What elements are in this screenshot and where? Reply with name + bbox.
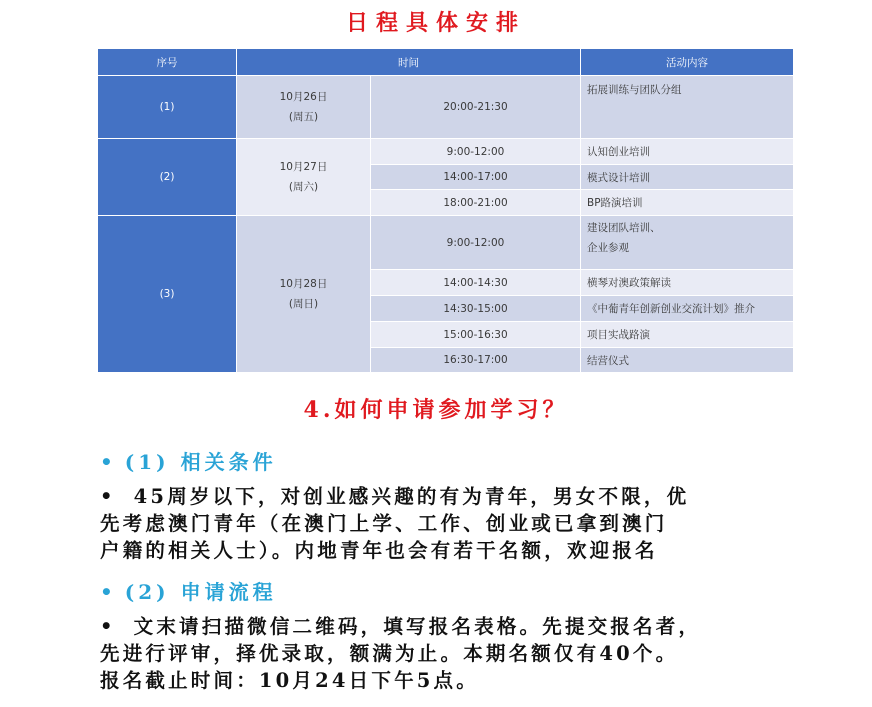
schedule-table: [97, 48, 794, 373]
activity-line: 建设团队培训、: [587, 222, 661, 234]
process-heading-text: (2) 申请流程: [124, 580, 277, 604]
seq-cell: (3): [98, 216, 237, 373]
header-seq: 序号: [98, 49, 237, 76]
header-activity: 活动内容: [581, 49, 794, 76]
time-cell: 9:00-12:00: [371, 216, 581, 270]
time-cell: 15:00-16:30: [371, 322, 581, 348]
time-cell: 9:00-12:00: [371, 139, 581, 165]
paragraph-line: 先考虑澳门青年（在澳门上学、工作、创业或已拿到澳门: [100, 512, 668, 535]
conditions-heading-text: (1) 相关条件: [124, 450, 277, 474]
time-cell: 14:00-14:30: [371, 270, 581, 296]
bullet-icon: •: [100, 580, 117, 604]
time-cell: 16:30-17:00: [371, 348, 581, 373]
process-heading: [100, 576, 277, 605]
activity-cell: 横琴对澳政策解读: [581, 270, 794, 296]
activity-cell: 结营仪式: [581, 348, 794, 373]
schedule-title: 日程具体安排: [345, 10, 526, 36]
time-cell: 20:00-21:30: [371, 76, 581, 139]
paragraph-line: 报名截止时间：10月24日下午5点。: [100, 669, 479, 692]
bullet-icon: •: [100, 615, 116, 638]
table-row: [98, 216, 794, 270]
section-title: 4.如何申请参加学习？: [303, 397, 569, 423]
table-row: [98, 139, 794, 165]
date-text: 10月27日: [279, 161, 328, 173]
seq-cell: (1): [98, 76, 237, 139]
activity-cell: 《中葡青年创新创业交流计划》推介: [581, 296, 794, 322]
table-row: [98, 76, 794, 139]
process-paragraph: [100, 613, 800, 694]
date-cell: [237, 216, 371, 373]
weekday-text: (周六): [288, 181, 319, 193]
table-header-row: [98, 49, 794, 76]
paragraph-line: • 文末请扫描微信二维码，填写报名表格。先提交报名者，: [100, 615, 702, 638]
date-cell: [237, 76, 371, 139]
paragraph-line: • 45周岁以下，对创业感兴趣的有为青年，男女不限，优: [100, 485, 690, 508]
activity-cell: 拓展训练与团队分组: [581, 76, 794, 139]
date-text: 10月28日: [279, 278, 328, 290]
time-cell: 14:00-17:00: [371, 165, 581, 190]
activity-line: 企业参观: [587, 242, 629, 254]
activity-cell: BP路演培训: [581, 190, 794, 216]
seq-cell: (2): [98, 139, 237, 216]
date-cell: [237, 139, 371, 216]
bullet-icon: •: [100, 485, 116, 508]
paragraph-line: 户籍的相关人士）。内地青年也会有若干名额，欢迎报名: [100, 539, 658, 562]
time-cell: 14:30-15:00: [371, 296, 581, 322]
conditions-paragraph: [100, 483, 800, 564]
conditions-heading: [100, 446, 277, 475]
activity-cell: [581, 216, 794, 270]
activity-cell: 认知创业培训: [581, 139, 794, 165]
weekday-text: (周五): [288, 111, 319, 123]
paragraph-line: 先进行评审，择优录取，额满为止。本期名额仅有40个。: [100, 642, 679, 665]
activity-cell: 模式设计培训: [581, 165, 794, 190]
activity-cell: 项目实战路演: [581, 322, 794, 348]
date-text: 10月26日: [279, 91, 328, 103]
bullet-icon: •: [100, 450, 117, 474]
header-time: 时间: [237, 49, 581, 76]
time-cell: 18:00-21:00: [371, 190, 581, 216]
weekday-text: (周日): [288, 298, 319, 310]
